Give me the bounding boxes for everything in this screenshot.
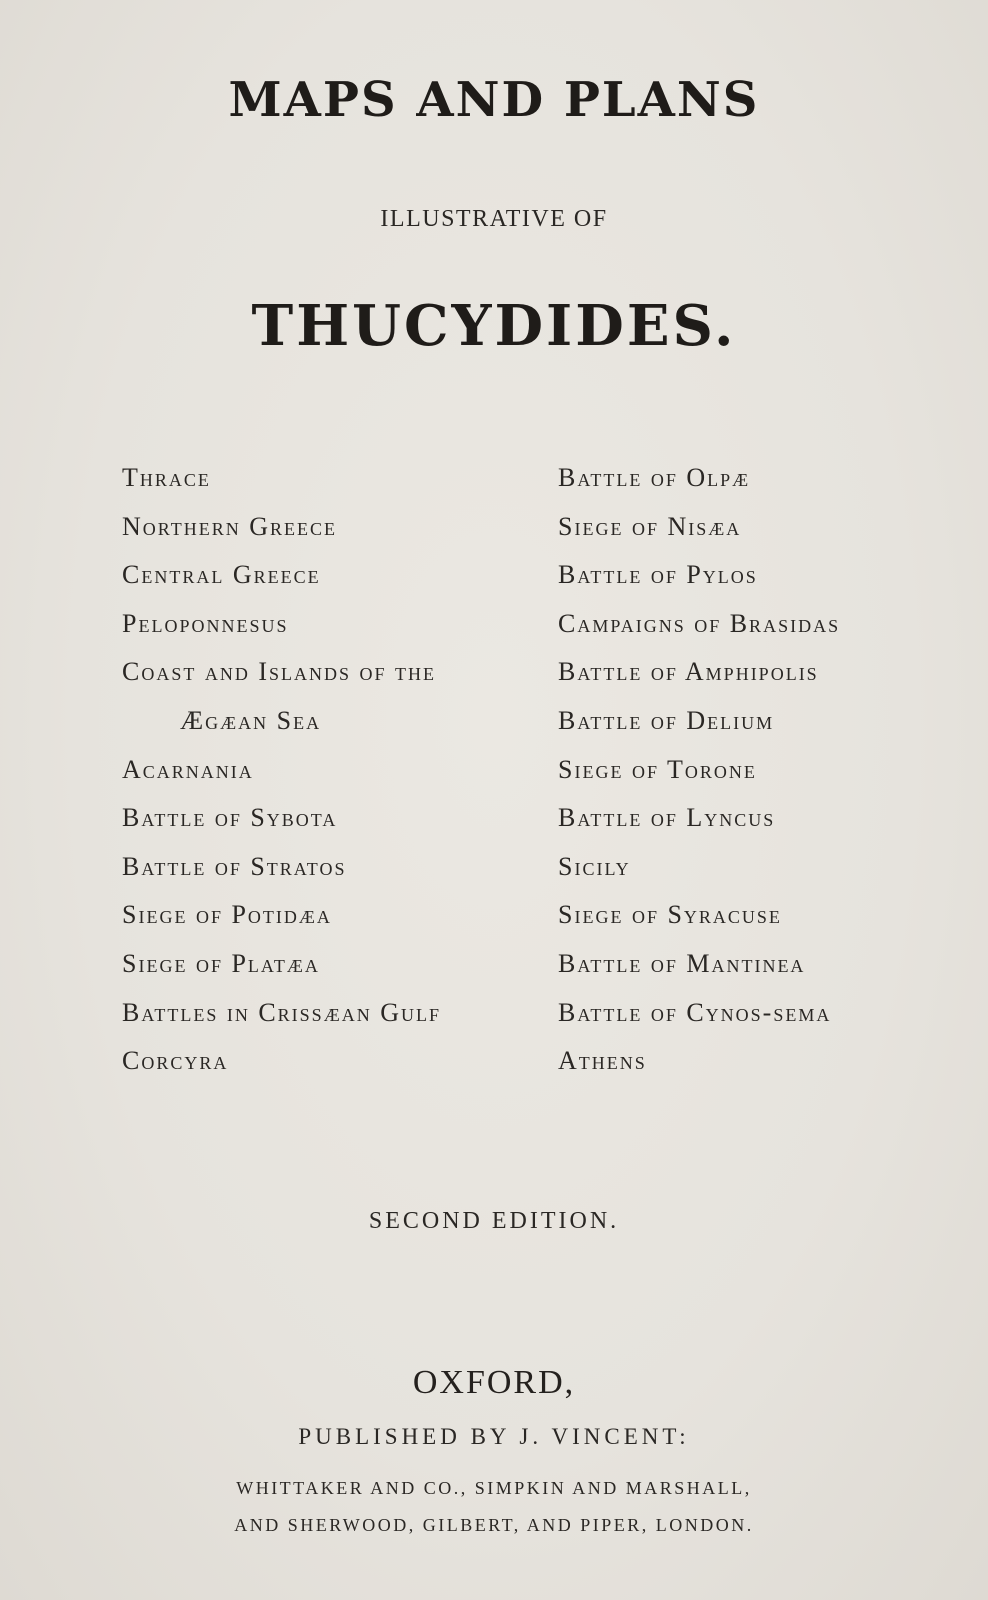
imprint-publisher: PUBLISHED BY J. VINCENT: — [298, 1424, 690, 1449]
contents-item-continuation: Ægæan Sea — [180, 705, 322, 735]
contents-item: Battle of Cynos-sema — [558, 997, 832, 1027]
contents-item: Athens — [558, 1046, 647, 1076]
contents-item: Siege of Platæa — [122, 948, 320, 978]
contents-item: Battle of Stratos — [122, 851, 347, 881]
contents-item: Siege of Torone — [558, 754, 757, 784]
contents-right-column — [558, 463, 840, 1095]
contents-item: Battle of Sybota — [122, 803, 338, 833]
contents-item: Battle of Olpæ — [558, 463, 751, 492]
contents-item: Siege of Nisæa — [558, 511, 742, 541]
contents-left-column — [122, 463, 441, 1095]
imprint-city: OXFORD, — [412, 1364, 576, 1401]
contents-item: Siege of Syracuse — [558, 900, 782, 930]
contents-item: Siege of Potidæa — [122, 900, 332, 930]
contents-item: Battles in Crissæan Gulf — [122, 997, 441, 1027]
book-subtitle: ILLUSTRATIVE OF — [380, 206, 608, 232]
contents-item: Battle of Pylos — [558, 560, 758, 590]
contents-item: Battle of Amphipolis — [558, 657, 819, 687]
contents-item: Corcyra — [122, 1046, 229, 1076]
contents-item: Thrace — [122, 463, 211, 492]
contents-item: Central Greece — [122, 560, 321, 590]
book-title: MAPS AND PLANS — [228, 72, 760, 128]
contents-item: Battle of Mantinea — [558, 948, 806, 978]
book-subject: THUCYDIDES. — [251, 293, 737, 359]
edition-statement: SECOND EDITION. — [368, 1208, 620, 1234]
contents-item: Sicily — [558, 851, 631, 881]
contents-item: Battle of Lyncus — [558, 803, 776, 833]
contents-item: Acarnania — [122, 754, 254, 784]
contents-item: Coast and Islands of the — [122, 657, 437, 687]
imprint-sellers-line-2: AND SHERWOOD, GILBERT, AND PIPER, LONDON. — [234, 1515, 754, 1535]
imprint-sellers-line-1: WHITTAKER AND CO., SIMPKIN AND MARSHALL, — [236, 1478, 752, 1498]
contents-item: Battle of Delium — [558, 705, 775, 735]
contents-item: Peloponnesus — [122, 608, 289, 638]
contents-item: Campaigns of Brasidas — [558, 608, 841, 638]
contents-item: Northern Greece — [122, 511, 337, 541]
